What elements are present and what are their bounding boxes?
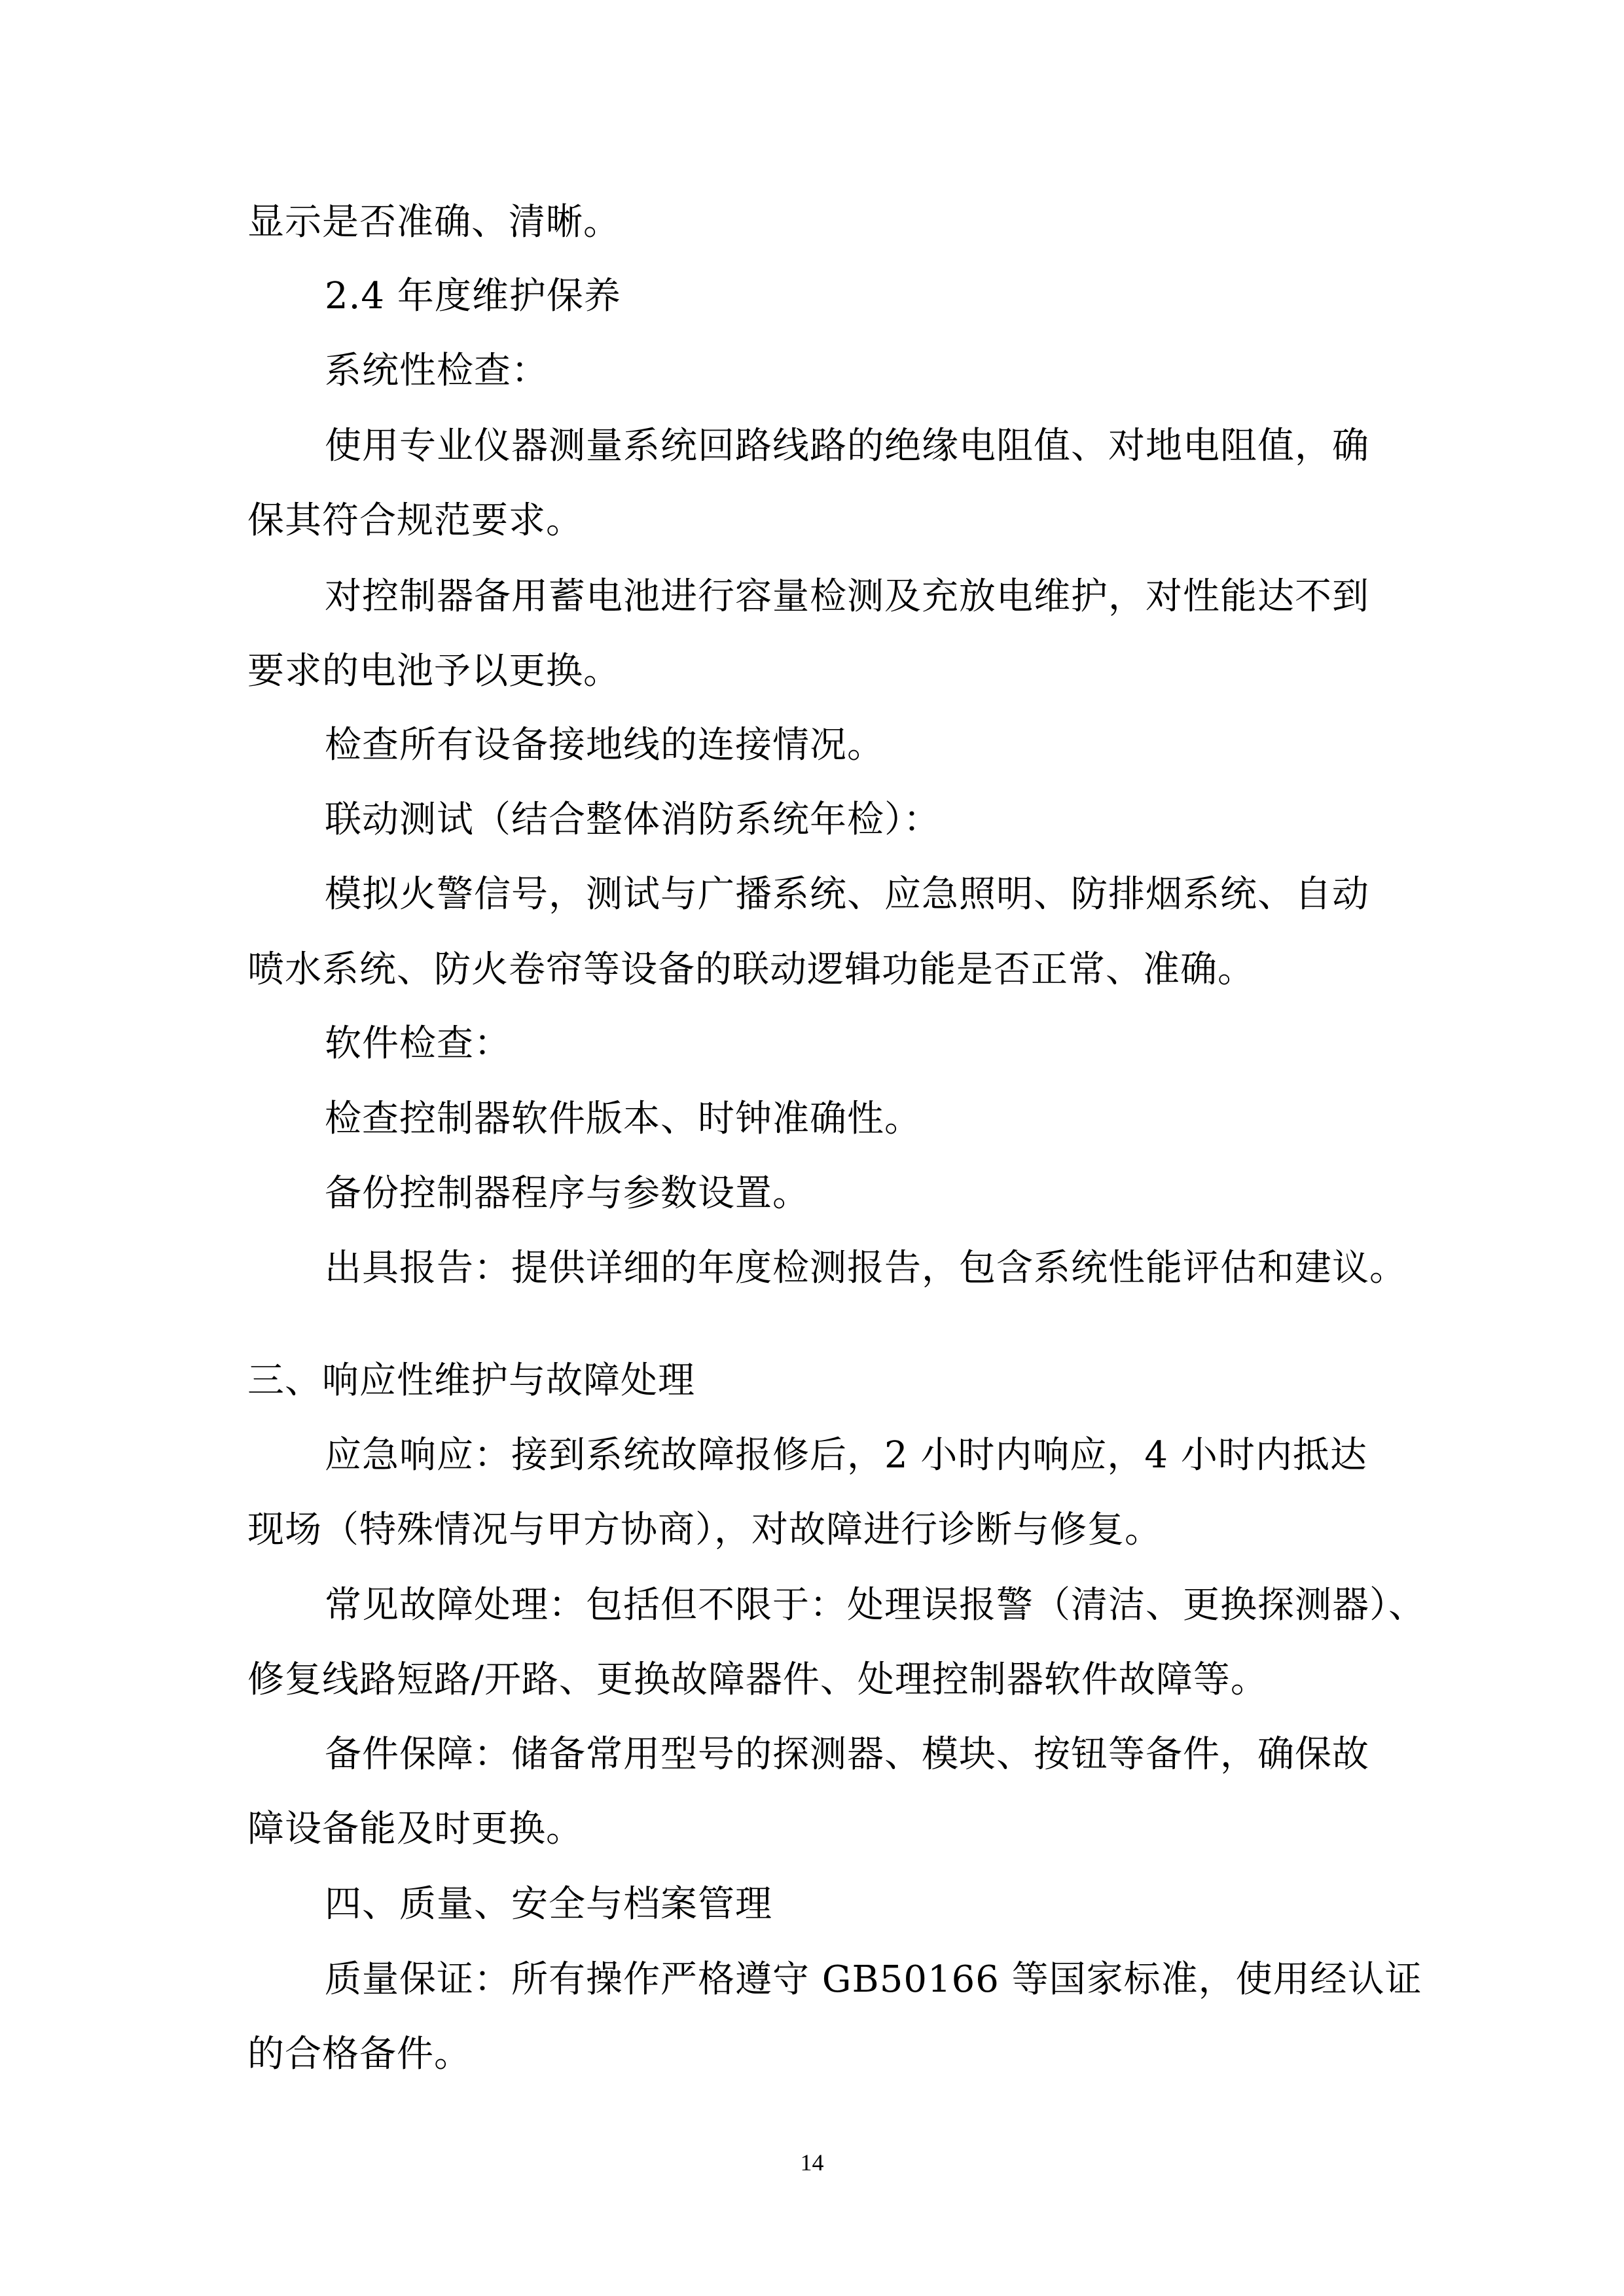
text-line: 常见故障处理：包括但不限于：处理误报警（清洁、更换探测器）、 — [325, 1584, 1426, 1626]
section-heading-four: 四、质量、安全与档案管理 — [325, 1883, 772, 1926]
text-line: 检查所有设备接地线的连接情况。 — [325, 724, 884, 766]
text-line: 应急响应：接到系统故障报修后，2 小时内响应，4 小时内抵达 — [325, 1434, 1367, 1477]
subheading-systematic-check: 系统性检查： — [325, 350, 549, 392]
page-number: 14 — [800, 2149, 824, 2176]
subheading-linkage-test: 联动测试（结合整体消防系统年检）： — [325, 798, 941, 841]
text-line: 保其符合规范要求。 — [247, 499, 583, 542]
text-line: 的合格备件。 — [247, 2033, 471, 2075]
text-line: 备份控制器程序与参数设置。 — [325, 1172, 810, 1215]
text-line: 要求的电池予以更换。 — [247, 650, 621, 692]
text-line: 出具报告：提供详细的年度检测报告，包含系统性能评估和建议。 — [325, 1247, 1407, 1289]
text-line: 对控制器备用蓄电池进行容量检测及充放电维护，对性能达不到 — [325, 575, 1369, 618]
text-line: 现场（特殊情况与甲方协商），对故障进行诊断与修复。 — [247, 1509, 1162, 1551]
text-line: 显示是否准确、清晰。 — [247, 201, 621, 243]
section-heading-three: 三、响应性维护与故障处理 — [247, 1359, 695, 1402]
text-line: 质量保证：所有操作严格遵守 GB50166 等国家标准，使用经认证 — [325, 1958, 1422, 2001]
text-line: 模拟火警信号，测试与广播系统、应急照明、防排烟系统、自动 — [325, 873, 1369, 916]
subheading-software-check: 软件检查： — [325, 1022, 511, 1065]
text-line: 使用专业仪器测量系统回路线路的绝缘电阻值、对地电阻值，确 — [325, 425, 1369, 467]
text-line: 修复线路短路/开路、更换故障器件、处理控制器软件故障等。 — [247, 1659, 1268, 1701]
text-line: 检查控制器软件版本、时钟准确性。 — [325, 1098, 922, 1140]
section-heading-2-4: 2.4 年度维护保养 — [325, 275, 621, 317]
text-line: 障设备能及时更换。 — [247, 1808, 583, 1850]
text-line: 备件保障：储备常用型号的探测器、模块、按钮等备件，确保故 — [325, 1733, 1369, 1776]
text-line: 喷水系统、防火卷帘等设备的联动逻辑功能是否正常、准确。 — [247, 948, 1255, 991]
